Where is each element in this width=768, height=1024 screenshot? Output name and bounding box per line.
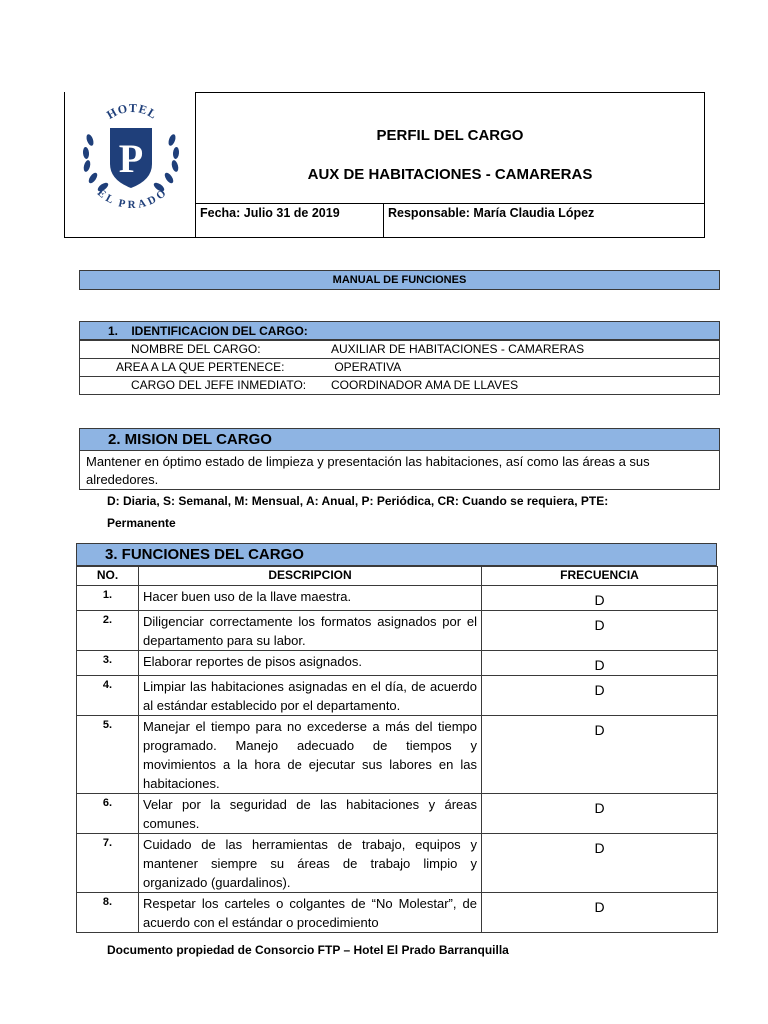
row-description: Hacer buen uso de la llave maestra. xyxy=(139,586,482,611)
manual-title: MANUAL DE FUNCIONES xyxy=(79,270,720,290)
table-row xyxy=(77,651,718,676)
row-frequency: D xyxy=(482,834,718,893)
row-value: OPERATIVA xyxy=(331,360,402,374)
logo-letter: P xyxy=(118,136,144,181)
table-row xyxy=(77,794,718,834)
table-row xyxy=(77,676,718,716)
legend-line: Permanente xyxy=(107,516,176,530)
row-number: 1. xyxy=(77,586,139,611)
fecha-cell: Fecha: Julio 31 de 2019 xyxy=(195,203,384,238)
responsable-cell: Responsable: María Claudia López xyxy=(388,206,595,220)
table-row xyxy=(77,716,718,794)
footer-text: Documento propiedad de Consorcio FTP – Hotel El Prado Barranquilla xyxy=(107,943,509,957)
row-number: 6. xyxy=(77,794,139,834)
column-header: DESCRIPCION xyxy=(139,567,482,586)
row-frequency: D xyxy=(482,893,718,933)
svg-text:HOTEL xyxy=(104,101,160,122)
column-header: FRECUENCIA xyxy=(482,567,718,586)
row-description: Cuidado de las herramientas de trabajo, equipos y mantener siempre su áreas de trabajo limpio y organizado (guardalinos). xyxy=(139,834,482,893)
row-label: AREA A LA QUE PERTENECE: xyxy=(116,360,285,374)
logo-text-top: HOTEL xyxy=(104,100,160,122)
funciones-table xyxy=(76,566,718,933)
row-description: Elaborar reportes de pisos asignados. xyxy=(139,651,482,676)
row-value: AUXILIAR DE HABITACIONES - CAMARERAS xyxy=(331,342,585,356)
laurel-left-icon xyxy=(82,133,109,193)
row-number: 7. xyxy=(77,834,139,893)
row-description: Diligenciar correctamente los formatos asignados por el departamento para su labor. xyxy=(139,611,482,651)
table-header-row xyxy=(77,567,718,586)
row-number: 5. xyxy=(77,716,139,794)
frequency-legend xyxy=(107,490,627,534)
page-title: PERFIL DEL CARGO xyxy=(376,127,524,144)
identificacion-row xyxy=(79,376,720,394)
table-row xyxy=(77,893,718,933)
svg-text:EL PRADO xyxy=(95,187,169,210)
identificacion-heading-text: 1. IDENTIFICACION DEL CARGO: xyxy=(108,324,308,338)
legend-line: D: Diaria, S: Semanal, M: Mensual, A: Anual, P: Periódica, CR: Cuando se requiera, PTE: xyxy=(107,494,609,508)
table-row xyxy=(77,834,718,893)
table-row xyxy=(77,586,718,611)
mision-heading: 2. MISION DEL CARGO xyxy=(79,428,720,451)
row-description: Velar por la seguridad de las habitaciones y áreas comunes. xyxy=(139,794,482,834)
row-description: Limpiar las habitaciones asignadas en el día, de acuerdo al estándar establecido por el departamento. xyxy=(139,676,482,716)
page-subtitle: AUX DE HABITACIONES - CAMARERAS xyxy=(307,166,593,183)
row-value: COORDINADOR AMA DE LLAVES xyxy=(331,378,519,392)
mision-text: Mantener en óptimo estado de limpieza y presentación las habitaciones, así como las áreas a sus alrededores. xyxy=(79,451,720,490)
row-frequency: D xyxy=(482,676,718,716)
row-label: NOMBRE DEL CARGO: xyxy=(131,342,261,356)
row-number: 3. xyxy=(77,651,139,676)
row-frequency: D xyxy=(482,651,718,676)
row-frequency: D xyxy=(482,611,718,651)
identificacion-row xyxy=(79,358,720,376)
row-number: 2. xyxy=(77,611,139,651)
column-header: NO. xyxy=(77,567,139,586)
row-number: 8. xyxy=(77,893,139,933)
row-frequency: D xyxy=(482,794,718,834)
row-label: CARGO DEL JEFE INMEDIATO: xyxy=(131,378,307,392)
row-number: 4. xyxy=(77,676,139,716)
table-row xyxy=(77,611,718,651)
identificacion-heading xyxy=(79,321,720,340)
row-description: Manejar el tiempo para no excederse a más del tiempo programado. Manejo adecuado de tiempos y movimientos a la hora de ejecutar sus labores en las habitaciones. xyxy=(139,716,482,794)
hotel-logo xyxy=(78,98,184,210)
row-frequency: D xyxy=(482,716,718,794)
identificacion-row xyxy=(79,340,720,358)
row-description: Respetar los carteles o colgantes de “No Molestar”, de acuerdo con el estándar o procedimiento xyxy=(139,893,482,933)
logo-text-bottom: EL PRADO xyxy=(94,186,170,210)
row-frequency: D xyxy=(482,586,718,611)
laurel-right-icon xyxy=(152,133,179,193)
funciones-heading: 3. FUNCIONES DEL CARGO xyxy=(76,543,717,566)
